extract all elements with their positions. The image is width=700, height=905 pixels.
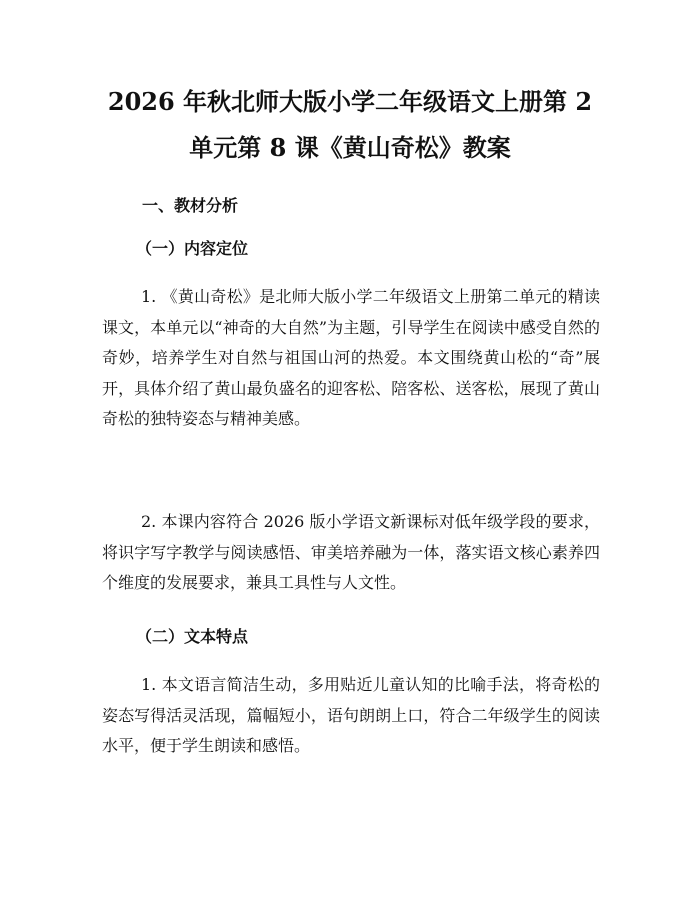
document-title-line-2: 单元第 8 课《黄山奇松》教案 (189, 133, 511, 162)
paragraph-content-positioning-2: 2. 本课内容符合 2026 版小学语文新课标对低年级学段的要求，将识字写字教学与阅读感悟、审美培养融为一体，落实语文核心素养四个维度的发展要求，兼具工具性与人文性。 (102, 512, 600, 593)
section-heading-textbook-analysis: 一、教材分析 (142, 196, 239, 215)
paragraph-text-features-1: 1. 本文语言简洁生动，多用贴近儿童认知的比喻手法，将奇松的姿态写得活灵活现，篇幅短小，语句朗朗上口，符合二年级学生的阅读水平，便于学生朗读和感悟。 (102, 675, 600, 756)
paragraph-content-positioning-1: 1. 《黄山奇松》是北师大版小学二年级语文上册第二单元的精读课文，本单元以“神奇的大自然”为主题，引导学生在阅读中感受自然的奇妙，培养学生对自然与祖国山河的热爱。本文围绕黄山松的“奇”展开，具体介绍了黄山最负盛名的迎客松、陪客松、送客松，展现了黄山奇松的独特姿态与精神美感。 (102, 287, 600, 429)
document-title-line-1: 2026 年秋北师大版小学二年级语文上册第 2 (107, 87, 593, 116)
subsection-heading-content-positioning: （一）内容定位 (136, 239, 249, 258)
subsection-heading-text-features: （二）文本特点 (136, 627, 249, 646)
